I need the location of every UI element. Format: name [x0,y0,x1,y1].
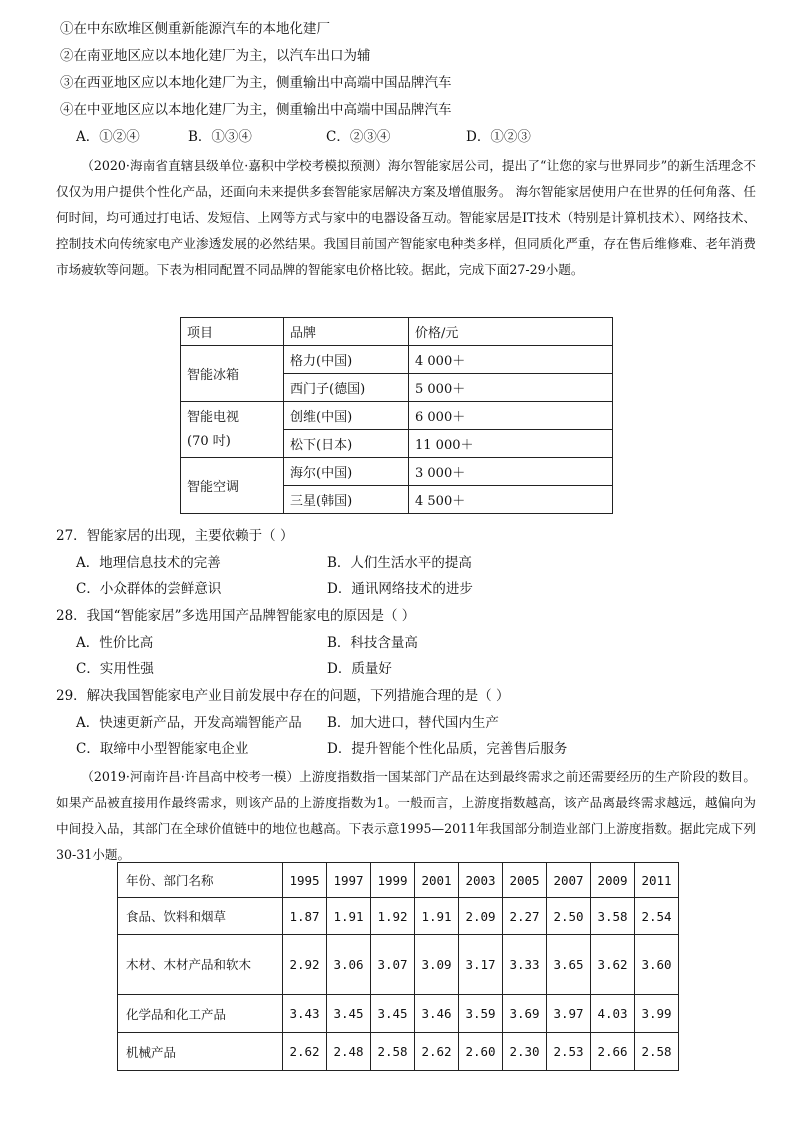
upstream-table-sector: 木材、木材产品和软木 [118,935,283,995]
upstream-table-header-label: 年份、部门名称 [118,863,283,898]
upstream-table-cell: 2.30 [503,1033,547,1071]
upstream-table-cell: 3.45 [371,995,415,1033]
upstream-table-cell: 2.09 [459,898,503,935]
prev-choice-b: B．①③④ [188,129,252,145]
price-table-brand: 西门子(德国) [284,374,409,402]
q27-option-a: A．地理信息技术的完善 [76,555,221,571]
q29-option-a: A．快速更新产品，开发高端智能产品 [76,715,302,731]
price-table-brand: 创维(中国) [284,402,409,430]
upstream-table-cell: 2.92 [283,935,327,995]
upstream-table-cell: 1.91 [327,898,371,935]
q27-option-d: D．通讯网络技术的进步 [327,581,473,597]
upstream-table-cell: 2.66 [591,1033,635,1071]
upstream-table-year: 2009 [591,863,635,898]
option-3: ③在西亚地区应以本地化建厂为主，侧重输出中高端中国品牌汽车 [60,75,452,91]
q29-stem: 29．解决我国智能家电产业目前发展中存在的问题，下列措施合理的是（ ） [56,688,510,704]
upstream-table-year: 1995 [283,863,327,898]
price-table [180,317,613,514]
upstream-table-cell: 2.27 [503,898,547,935]
upstream-table-year: 2003 [459,863,503,898]
price-table-item [181,402,284,458]
upstream-table-cell: 2.58 [371,1033,415,1071]
q28-option-d: D．质量好 [327,661,392,677]
upstream-table-cell: 3.06 [327,935,371,995]
upstream-table-cell: 3.09 [415,935,459,995]
q28-stem: 28．我国“智能家居”多选用国产品牌智能家电的原因是（ ） [56,608,416,624]
q29-option-c: C．取缔中小型智能家电企业 [76,741,249,757]
price-table-brand: 松下(日本) [284,430,409,458]
prev-choice-c: C．②③④ [326,129,391,145]
upstream-table-year: 2001 [415,863,459,898]
upstream-table-sector: 机械产品 [118,1033,283,1071]
price-table-brand: 三星(韩国) [284,486,409,514]
upstream-table-year: 2005 [503,863,547,898]
price-table-price: 4 500＋ [409,486,613,514]
passage-upstream-index: （2019·河南许昌·许昌高中校考一模）上游度指数指一国某部门产品在达到最终需求之前还需要经历的生产阶段的数目。如果产品被直接用作最终需求，则该产品的上游度指数为1。一般而言，上游度指数越高，该产品离最终需求越远，越偏向为中间投入品，其部门在全球价值链中的地位也越高。下表示意1995—2011年我国部分制造业部门上游度指数。据此完成下列30-31小题。 [56,769,756,862]
upstream-table-cell: 3.07 [371,935,415,995]
upstream-table-cell: 2.53 [547,1033,591,1071]
price-table-price: 6 000＋ [409,402,613,430]
upstream-table-cell: 2.50 [547,898,591,935]
upstream-table-cell: 4.03 [591,995,635,1033]
price-table-price: 5 000＋ [409,374,613,402]
q27-option-c: C．小众群体的尝鲜意识 [76,581,222,597]
upstream-table-year: 2011 [635,863,679,898]
q28-option-a: A．性价比高 [76,635,154,651]
q27-stem: 27．智能家居的出现，主要依赖于（ ） [56,528,294,544]
upstream-index-table [117,862,679,1071]
upstream-table-year: 2007 [547,863,591,898]
upstream-table-cell: 3.60 [635,935,679,995]
price-table-price: 11 000＋ [409,430,613,458]
price-table-item: 智能冰箱 [181,346,284,402]
upstream-table-year: 1999 [371,863,415,898]
price-table-header-item: 项目 [181,318,284,346]
upstream-table-cell: 2.58 [635,1033,679,1071]
upstream-table-cell: 3.69 [503,995,547,1033]
upstream-table-cell: 3.97 [547,995,591,1033]
upstream-table-cell: 1.87 [283,898,327,935]
price-table-item-line1: 智能电视 [187,409,240,425]
price-table-price: 3 000＋ [409,458,613,486]
upstream-table-cell: 3.43 [283,995,327,1033]
price-table-header-price: 价格/元 [409,318,613,346]
upstream-table-cell: 2.60 [459,1033,503,1071]
upstream-table-cell: 2.54 [635,898,679,935]
q28-option-b: B．科技含量高 [327,635,418,651]
upstream-table-cell: 3.62 [591,935,635,995]
price-table-item: 智能空调 [181,458,284,514]
upstream-table-cell: 2.48 [327,1033,371,1071]
upstream-table-cell: 3.45 [327,995,371,1033]
option-4: ④在中亚地区应以本地化建厂为主，侧重输出中高端中国品牌汽车 [60,102,452,118]
prev-choice-d: D．①②③ [466,129,531,145]
upstream-table-year: 1997 [327,863,371,898]
upstream-table-cell: 1.92 [371,898,415,935]
price-table-header-brand: 品牌 [284,318,409,346]
option-2: ②在南亚地区应以本地化建厂为主，以汽车出口为辅 [60,48,371,64]
upstream-table-cell: 3.65 [547,935,591,995]
upstream-table-cell: 3.17 [459,935,503,995]
upstream-table-cell: 1.91 [415,898,459,935]
upstream-table-cell: 3.99 [635,995,679,1033]
prev-choice-a: A．①②④ [76,129,140,145]
price-table-price: 4 000＋ [409,346,613,374]
q29-option-d: D．提升智能个性化品质，完善售后服务 [327,741,568,757]
price-table-item-line2: (70 吋) [187,433,231,449]
upstream-table-cell: 3.58 [591,898,635,935]
upstream-table-cell: 3.46 [415,995,459,1033]
upstream-table-cell: 3.59 [459,995,503,1033]
price-table-brand: 海尔(中国) [284,458,409,486]
option-1: ①在中东欧堆区侧重新能源汽车的本地化建厂 [60,21,330,37]
upstream-table-sector: 化学品和化工产品 [118,995,283,1033]
upstream-table-cell: 2.62 [415,1033,459,1071]
passage-smart-home: （2020·海南省直辖县级单位·嘉积中学校考模拟预测）海尔智能家居公司，提出了“让您的家与世界同步”的新生活理念不仅仅为用户提供个性化产品，还面向未来提供多套智能家居解决方案及增值服务。 海尔智能家居使用户在世界的任何角落、任何时间，均可通过打电话、发短信、上网等方式与家中的电器设备互动。智能家居是IT技术（特别是计算机技术）、网络技术、控制技术向传统家电产业渗透发展的必然结果。我国目前国产智能家电种类多样，但同质化严重，存在售后维修难、老年消费市场疲软等问题。下表为相同配置不同品牌的智能家电价格比较。据此，完成下面27-29小题。 [56,158,756,277]
upstream-table-cell: 3.33 [503,935,547,995]
q29-option-b: B．加大进口，替代国内生产 [327,715,499,731]
upstream-table-sector: 食品、饮料和烟草 [118,898,283,935]
price-table-brand: 格力(中国) [284,346,409,374]
q27-option-b: B．人们生活水平的提高 [327,555,472,571]
q28-option-c: C．实用性强 [76,661,154,677]
upstream-table-cell: 2.62 [283,1033,327,1071]
